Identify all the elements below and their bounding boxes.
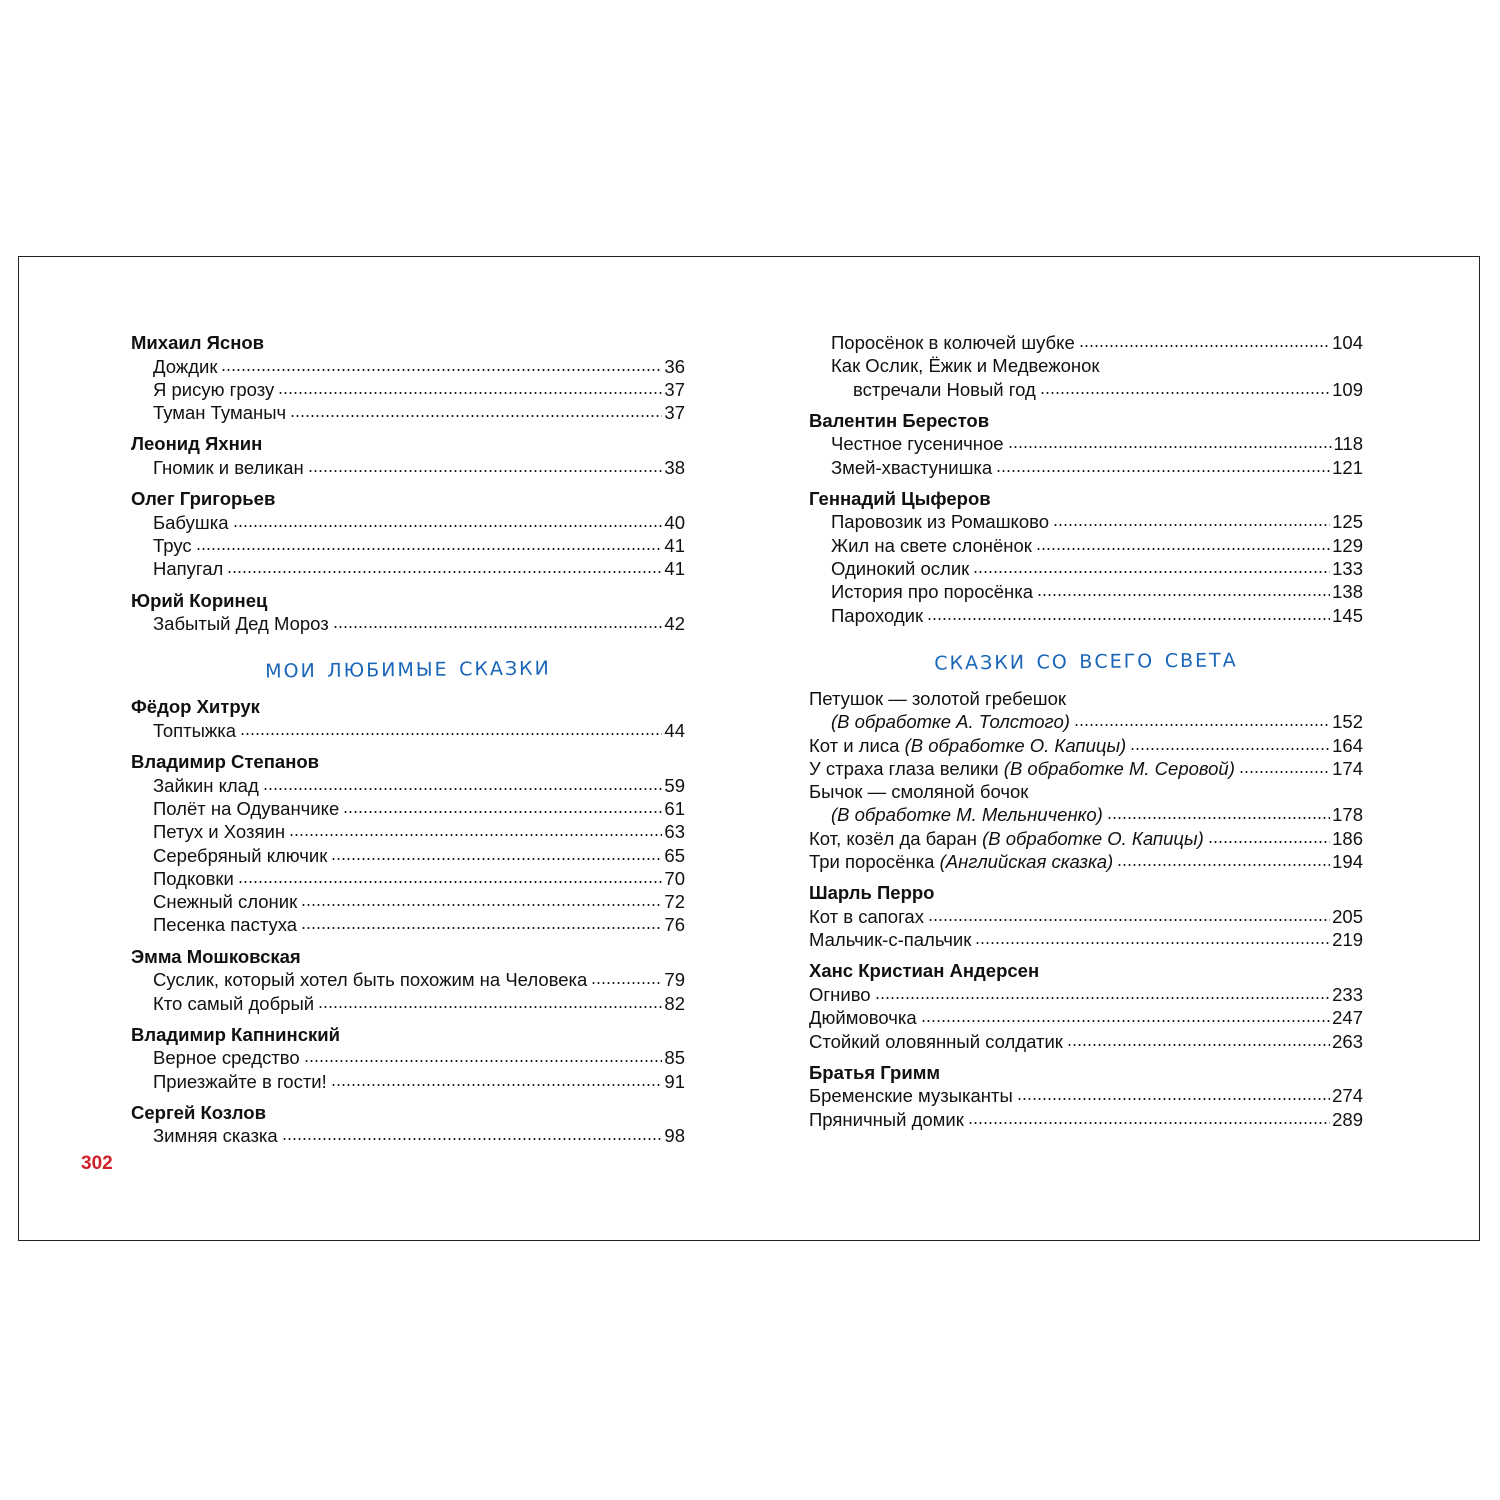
entry-title [809, 757, 1239, 780]
entry-page-number: 41 [664, 534, 685, 556]
toc-entry [809, 604, 1363, 627]
entry-title [153, 890, 301, 913]
book-spread [18, 256, 1480, 1241]
toc-entry [131, 456, 685, 479]
entry-title [809, 1030, 1067, 1053]
entry-title-text: Верное средство [153, 1047, 300, 1069]
entry-page-number: 36 [664, 355, 685, 377]
toc-entry [809, 331, 1363, 354]
dot-leader [1040, 379, 1330, 397]
entry-title [809, 928, 975, 951]
toc-entry [809, 378, 1363, 401]
toc-entry [131, 511, 685, 534]
toc-entry [131, 774, 685, 797]
toc-entry [809, 687, 1363, 710]
entry-title [153, 612, 333, 635]
author-group [131, 945, 685, 1015]
toc-entry [131, 867, 685, 890]
page-number: 302 [81, 1153, 113, 1174]
entry-page-number: 247 [1332, 1007, 1363, 1029]
entry-title [809, 1108, 968, 1131]
entry-page-number: 125 [1332, 511, 1363, 533]
entry-title [153, 968, 591, 991]
entry-page-number: 37 [664, 402, 685, 424]
dot-leader [875, 984, 1331, 1002]
dot-leader [304, 1047, 663, 1065]
entry-title [809, 850, 1117, 873]
entry-page-number: 38 [664, 456, 685, 478]
entry-page-number: 233 [1332, 983, 1363, 1005]
toc-entry [809, 456, 1363, 479]
dot-leader [1036, 535, 1330, 553]
entry-page-number: 194 [1332, 851, 1363, 873]
entry-title-text: Серебряный ключик [153, 844, 328, 866]
entry-title-text: Поросёнок в колючей шубке [831, 332, 1075, 353]
entry-title [831, 354, 1103, 377]
toc-entry [131, 844, 685, 867]
entry-note: (В обработке О. Капицы) [904, 734, 1127, 756]
author-group [809, 487, 1363, 627]
dot-leader [968, 1109, 1330, 1127]
author-name: Братья Гримм [809, 1061, 941, 1083]
entry-page-number: 152 [1332, 711, 1363, 733]
entry-title [809, 780, 1032, 803]
dot-leader [308, 457, 663, 475]
author-name: Сергей Козлов [131, 1101, 266, 1123]
toc-entry [131, 968, 685, 991]
entry-page-number: 72 [664, 891, 685, 913]
dot-leader [233, 512, 663, 530]
toc-entry [809, 827, 1363, 850]
entry-page-number: 37 [664, 378, 685, 400]
dot-leader [1053, 511, 1330, 529]
entry-title [153, 534, 196, 557]
entry-page-number: 205 [1332, 905, 1363, 927]
entry-title [831, 331, 1079, 354]
entry-title-text: Топтыжка [153, 719, 237, 741]
entry-page-number: 61 [664, 797, 685, 819]
entry-title-text: Змей-хвастунишка [831, 456, 993, 478]
entry-title [153, 774, 263, 797]
entry-title-text: встречали Новый год [853, 378, 1036, 400]
entry-title [831, 604, 927, 627]
toc-entry [131, 797, 685, 820]
author-group [131, 1023, 685, 1093]
entry-title [153, 456, 308, 479]
entry-title-text: Зайкин клад [153, 774, 259, 796]
author-group [809, 409, 1363, 479]
entry-page-number: 98 [664, 1125, 685, 1147]
author-name: Олег Григорьев [131, 488, 276, 510]
entry-page-number: 138 [1332, 581, 1363, 603]
dot-leader [331, 1071, 663, 1089]
toc-entry [809, 734, 1363, 757]
entry-page-number: 41 [664, 558, 685, 580]
entry-title-text: Бабушка [153, 511, 229, 533]
toc-entry [809, 580, 1363, 603]
entry-page-number: 59 [664, 774, 685, 796]
entry-page-number: 178 [1332, 804, 1363, 826]
entry-title [809, 827, 1208, 850]
dot-leader [973, 558, 1330, 576]
left-bottom-groups [131, 695, 685, 1147]
dot-leader [301, 914, 662, 932]
dot-leader [290, 402, 662, 420]
entry-page-number: 79 [664, 969, 685, 991]
author-name: Леонид Яхнин [131, 433, 263, 455]
entry-page-number: 133 [1332, 558, 1363, 580]
entry-note: (В обработке М. Мельниченко) [831, 804, 1103, 826]
dot-leader [591, 969, 662, 987]
entry-page-number: 82 [664, 992, 685, 1014]
toc-entry [131, 355, 685, 378]
entry-title-text: Стойкий оловянный солдатик [809, 1030, 1063, 1052]
entry-title [831, 803, 1107, 826]
toc-entry [809, 983, 1363, 1006]
author-name: Валентин Берестов [809, 409, 990, 431]
entry-page-number: 129 [1332, 534, 1363, 556]
entry-title-text: Одинокий ослик [831, 558, 970, 580]
entry-title-text: Подковки [153, 867, 234, 889]
entry-title [153, 844, 331, 867]
dot-leader [1107, 804, 1330, 822]
toc-entry [131, 890, 685, 913]
entry-title [153, 511, 233, 534]
entry-title-text: Честное гусеничное [831, 433, 1004, 455]
dot-leader [240, 720, 662, 738]
author-name: Фёдор Хитрук [131, 696, 260, 718]
entry-page-number: 70 [664, 867, 685, 889]
entry-title [153, 719, 240, 742]
entry-title-text: Трус [153, 534, 192, 556]
entry-title-text: Кот, козёл да баран [809, 827, 977, 849]
toc-entry [809, 1084, 1363, 1107]
entry-title [831, 710, 1074, 733]
entry-page-number: 289 [1332, 1108, 1363, 1130]
toc-entry [131, 612, 685, 635]
dot-leader [333, 613, 663, 631]
author-name: Ханс Кристиан Андерсен [809, 960, 1040, 982]
dot-leader [921, 1007, 1330, 1025]
entry-title [809, 905, 928, 928]
entry-page-number: 118 [1333, 433, 1363, 455]
dot-leader [1067, 1031, 1330, 1049]
dot-leader [1074, 711, 1330, 729]
dot-leader [227, 558, 662, 576]
dot-leader [996, 457, 1330, 475]
dot-leader [1017, 1085, 1330, 1103]
toc-entry [131, 1070, 685, 1093]
entry-title-text: Бычок — смоляной бочок [809, 781, 1029, 803]
toc-entry [131, 534, 685, 557]
entry-title-text: Зимняя сказка [153, 1125, 278, 1147]
entry-title-text: Пароходик [831, 604, 924, 626]
entry-title-text: Приезжайте в гости! [153, 1070, 327, 1092]
author-group [131, 589, 685, 636]
entry-title-text: Паровозик из Ромашково [831, 511, 1050, 533]
entry-title-text: Дождик [153, 355, 218, 377]
entry-title-text: Мальчик-с-пальчик [809, 929, 972, 951]
author-name: Юрий Коринец [131, 589, 268, 611]
toc-entry [809, 510, 1363, 533]
right-bottom-groups [809, 881, 1363, 1131]
dot-leader [282, 1125, 663, 1143]
toc-entry [131, 719, 685, 742]
entry-title [153, 557, 227, 580]
entry-title [153, 355, 221, 378]
entry-page-number: 91 [664, 1070, 685, 1092]
entry-title [153, 992, 318, 1015]
author-group [131, 432, 685, 479]
dot-leader [263, 775, 663, 793]
section-heading-favorite-tales: мои любимые сказки [265, 650, 551, 685]
toc-entry [809, 432, 1363, 455]
entry-page-number: 76 [664, 914, 685, 936]
toc-entry [809, 803, 1363, 826]
entry-title [153, 378, 278, 401]
toc-entry [131, 820, 685, 843]
entry-title-text: Песенка пастуха [153, 914, 298, 936]
entry-title-text: Напугал [153, 558, 224, 580]
dot-leader [331, 845, 662, 863]
continued-entries [809, 331, 1363, 401]
entry-title-text: Суслик, который хотел быть похожим на Человека [153, 969, 588, 991]
entry-title-text: Я рисую грозу [153, 378, 275, 400]
entry-title-text: Петух и Хозяин [153, 821, 286, 843]
entry-title [809, 1084, 1017, 1107]
entry-title [831, 534, 1036, 557]
toc-entry [809, 354, 1363, 377]
toc-entry [809, 780, 1363, 803]
toc-entry [131, 401, 685, 424]
dot-leader [1117, 851, 1330, 869]
toc-entry [809, 710, 1363, 733]
entry-page-number: 219 [1332, 929, 1363, 951]
dot-leader [238, 868, 663, 886]
author-name: Шарль Перро [809, 882, 935, 904]
dot-leader [318, 993, 662, 1011]
dot-leader [1208, 828, 1330, 846]
entry-title [153, 1070, 331, 1093]
world-tales-list [809, 687, 1363, 873]
entry-title [153, 1046, 304, 1069]
entry-title-text: Пряничный домик [809, 1108, 964, 1130]
entry-title [853, 378, 1040, 401]
dot-leader [975, 929, 1330, 947]
dot-leader [278, 379, 662, 397]
toc-entry [809, 534, 1363, 557]
entry-title-text: Туман Туманыч [153, 402, 287, 424]
author-name: Эмма Мошковская [131, 945, 301, 967]
dot-leader [1239, 758, 1330, 776]
toc-entry [131, 992, 685, 1015]
toc-entry [809, 928, 1363, 951]
author-name: Владимир Капнинский [131, 1023, 341, 1045]
dot-leader [301, 891, 662, 909]
entry-page-number: 186 [1332, 827, 1363, 849]
dot-leader [289, 821, 662, 839]
entry-page-number: 274 [1332, 1085, 1363, 1107]
dot-leader [1079, 332, 1330, 350]
dot-leader [343, 798, 662, 816]
entry-title [153, 913, 301, 936]
author-group [809, 881, 1363, 951]
entry-title-text: Гномик и великан [153, 456, 304, 478]
dot-leader [928, 906, 1330, 924]
entry-title-text: Снежный слоник [153, 891, 298, 913]
dot-leader [1130, 735, 1330, 753]
right-top-groups [809, 409, 1363, 627]
entry-title-text: Кот и лиса [809, 734, 900, 756]
entry-note: (В обработке О. Капицы) [982, 827, 1204, 849]
dot-leader [221, 356, 662, 374]
toc-entry [131, 557, 685, 580]
entry-page-number: 44 [664, 719, 685, 741]
entry-title [153, 797, 343, 820]
entry-page-number: 145 [1332, 604, 1363, 626]
entry-title [831, 432, 1008, 455]
entry-title [831, 510, 1053, 533]
entry-page-number: 109 [1332, 378, 1363, 400]
entry-title [809, 983, 875, 1006]
entry-title-text: У страха глаза велики [809, 757, 999, 779]
entry-title [831, 456, 996, 479]
entry-title-text: Полёт на Одуванчике [153, 797, 340, 819]
entry-page-number: 174 [1332, 757, 1363, 779]
toc-entry [131, 378, 685, 401]
entry-page-number: 263 [1332, 1030, 1363, 1052]
entry-page-number: 104 [1332, 332, 1363, 353]
toc-entry [809, 850, 1363, 873]
author-group [131, 487, 685, 580]
entry-page-number: 63 [664, 821, 685, 843]
entry-note: (Английская сказка) [939, 851, 1114, 873]
left-top-groups [131, 331, 685, 635]
entry-title-text: Бременские музыканты [809, 1085, 1013, 1107]
toc-entry [809, 557, 1363, 580]
entry-title [809, 1006, 921, 1029]
entry-title-text: Дюймовочка [809, 1007, 917, 1029]
entry-title [809, 734, 1130, 757]
entry-title [831, 557, 973, 580]
entry-title-text: Забытый Дед Мороз [153, 613, 329, 635]
author-name: Михаил Яснов [131, 332, 265, 353]
entry-note: (В обработке М. Серовой) [1003, 757, 1235, 779]
toc-entry [131, 913, 685, 936]
entry-page-number: 164 [1332, 734, 1363, 756]
toc-entry [131, 1124, 685, 1147]
entry-title [153, 867, 238, 890]
entry-title-text: Огниво [809, 983, 871, 1005]
entry-page-number: 42 [664, 613, 685, 635]
dot-leader [927, 605, 1330, 623]
entry-page-number: 40 [664, 511, 685, 533]
author-name: Геннадий Цыферов [809, 487, 991, 509]
author-group [131, 695, 685, 742]
section-heading-world-tales: сказки со всего света [934, 642, 1238, 677]
toc-entry [131, 1046, 685, 1069]
author-group [131, 1101, 685, 1148]
entry-title [809, 687, 1070, 710]
toc-entry [809, 1108, 1363, 1131]
dot-leader [1008, 433, 1332, 451]
author-group [809, 959, 1363, 1052]
entry-title-text: Как Ослик, Ёжик и Медвежонок [831, 355, 1100, 377]
entry-title-text: Кто самый добрый [153, 992, 315, 1014]
entry-title [153, 401, 290, 424]
toc-entry [809, 905, 1363, 928]
toc-entry [809, 1030, 1363, 1053]
entry-page-number: 121 [1332, 456, 1363, 478]
entry-title [831, 580, 1037, 603]
entry-title-text: Петушок — золотой гребешок [809, 687, 1066, 709]
entry-title [153, 1124, 282, 1147]
author-group [131, 331, 685, 424]
dot-leader [1037, 581, 1330, 599]
entry-note: (В обработке А. Толстого) [831, 711, 1070, 733]
author-name: Владимир Степанов [131, 751, 320, 773]
entry-title-text: Жил на свете слонёнок [831, 534, 1032, 556]
author-group [131, 750, 685, 937]
toc-entry [809, 757, 1363, 780]
right-page-toc [809, 331, 1363, 1139]
left-page-toc [131, 331, 685, 1156]
author-group [809, 1061, 1363, 1131]
dot-leader [196, 535, 663, 553]
entry-title-text: История про поросёнка [831, 581, 1034, 603]
entry-page-number: 85 [664, 1047, 685, 1069]
entry-title-text: Три поросёнка [809, 851, 935, 873]
entry-page-number: 65 [664, 844, 685, 866]
toc-entry [809, 1006, 1363, 1029]
entry-title-text: Кот в сапогах [809, 905, 924, 927]
entry-title [153, 820, 289, 843]
